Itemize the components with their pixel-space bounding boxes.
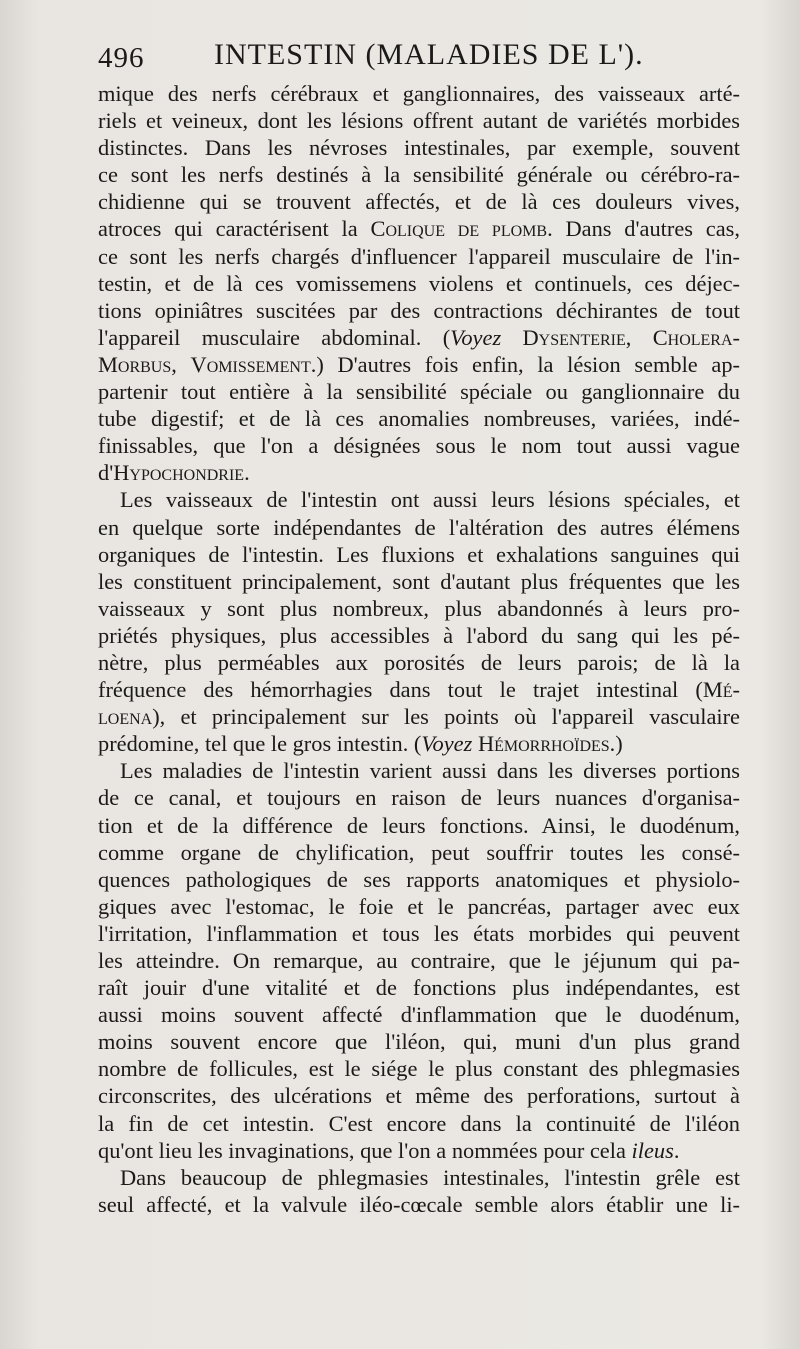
text-segment: Dans beaucoup de phlegmasies intestinales, l'intestin grêle est — [120, 1164, 740, 1190]
text-segment: Voyez — [450, 324, 502, 350]
text-segment: priétés physiques, plus accessibles à l'abord du sang qui les pé- — [98, 622, 740, 648]
text-segment: tion et de la différence de leurs fonctions. Ainsi, le duodénum, — [98, 812, 740, 838]
text-line — [98, 839, 740, 866]
text-line — [98, 893, 740, 920]
text-line — [98, 80, 740, 107]
text-line — [98, 1028, 740, 1055]
text-line — [98, 432, 740, 459]
text-segment: raît jouir d'une vitalité et de fonctions plus indépendantes, est — [98, 975, 740, 1001]
text-line — [98, 107, 740, 134]
text-segment: . — [673, 1137, 680, 1163]
text-line — [98, 947, 740, 974]
text-segment: ileus — [631, 1137, 674, 1163]
text-segment: partenir tout entière à la sensibilité spéciale ou ganglionnaire du — [98, 379, 740, 405]
text-segment: ), et principalement sur les points où l'appareil vasculaire — [152, 704, 740, 730]
text-line — [98, 784, 740, 811]
text-segment: Mé- — [702, 677, 740, 703]
text-line — [98, 649, 740, 676]
running-head: INTESTIN (MALADIES DE L'). — [214, 38, 644, 71]
text-segment: seul affecté, et la valvule iléo-cœcale semble alors établir une li- — [98, 1191, 740, 1217]
text-line — [98, 1082, 740, 1109]
text-segment: d' — [98, 460, 114, 486]
text-segment: aussi moins souvent affecté d'inflammation que le duodénum, — [98, 1002, 740, 1028]
text-segment: atroces qui caractérisent la — [98, 216, 371, 242]
text-line — [98, 622, 740, 649]
text-segment: , — [171, 351, 191, 377]
text-segment: l'irritation, l'inflammation et tous les états morbides qui peuvent — [98, 920, 740, 946]
text-segment: nètre, plus perméables aux porosités de leurs parois; de là la — [98, 649, 740, 675]
text-line — [98, 243, 740, 270]
text-segment: circonscrites, des ulcérations et même des perforations, surtout à — [98, 1083, 740, 1109]
text-line — [98, 1110, 740, 1137]
text-segment: Voyez — [421, 731, 473, 757]
text-segment: comme organe de chylification, peut souffrir toutes les consé- — [98, 839, 740, 865]
text-segment: Morbus — [98, 351, 172, 377]
text-segment: giques avec l'estomac, le foie et le pancréas, partager avec eux — [98, 893, 740, 919]
text-segment: loena — [98, 704, 153, 730]
text-segment: de ce canal, et toujours en raison de leurs nuances d'organisa- — [98, 785, 740, 811]
text-segment: Les maladies de l'intestin varient aussi dans les diverses portions — [120, 758, 740, 784]
text-line — [98, 351, 740, 378]
text-segment: moins souvent encore que l'iléon, qui, muni d'un plus grand — [98, 1029, 740, 1055]
text-line — [98, 703, 740, 730]
text-line — [98, 866, 740, 893]
body-text — [98, 80, 740, 1218]
text-segment: ce sont les nerfs chargés d'influencer l'appareil musculaire de l'in- — [98, 243, 740, 269]
text-segment: chidienne qui se trouvent affectés, et de là ces douleurs vives, — [98, 189, 740, 215]
text-line — [98, 676, 740, 703]
text-segment: quences pathologiques de ses rapports anatomiques et physiolo- — [98, 866, 740, 892]
text-line — [98, 459, 740, 486]
text-segment: , — [625, 324, 653, 350]
text-line — [98, 378, 740, 405]
text-segment: Cholera- — [652, 324, 740, 350]
text-segment: les constituent principalement, sont d'autant plus fréquentes que les — [98, 568, 740, 594]
text-segment: la fin de cet intestin. C'est encore dans la continuité de l'iléon — [98, 1110, 740, 1136]
text-line — [98, 161, 740, 188]
text-line — [98, 1001, 740, 1028]
text-segment: Hypochondrie — [113, 460, 245, 486]
text-line — [98, 1137, 740, 1164]
text-segment: distinctes. Dans les névroses intestinales, par exemple, souvent — [98, 135, 740, 161]
text-line — [98, 134, 740, 161]
text-segment: tions opiniâtres suscitées par des contractions déchirantes de tout — [98, 297, 740, 323]
text-line — [98, 568, 740, 595]
text-line — [98, 812, 740, 839]
text-segment: nombre de follicules, est le siége le plus constant des phlegmasies — [98, 1056, 740, 1082]
text-line — [98, 730, 740, 757]
text-segment: vaisseaux y sont plus nombreux, plus abandonnés à leurs pro- — [98, 595, 740, 621]
text-segment: tube digestif; et de là ces anomalies nombreuses, variées, indé- — [98, 406, 740, 432]
text-line — [98, 595, 740, 622]
text-segment: Colique de plomb — [370, 216, 548, 242]
text-line — [98, 974, 740, 1001]
text-segment: finissables, que l'on a désignées sous le nom tout aussi vague — [98, 433, 740, 459]
text-line — [98, 270, 740, 297]
text-line — [98, 1055, 740, 1082]
text-segment: Vomissement — [190, 351, 311, 377]
text-segment: riels et veineux, dont les lésions offrent autant de variétés morbides — [98, 108, 740, 134]
text-segment: Les vaisseaux de l'intestin ont aussi leurs lésions spéciales, et — [120, 487, 740, 513]
text-segment: organiques de l'intestin. Les fluxions et exhalations sanguines qui — [98, 541, 740, 567]
text-line — [98, 1191, 740, 1218]
text-segment: mique des nerfs cérébraux et ganglionnaires, des vaisseaux arté- — [98, 81, 740, 106]
text-line — [98, 486, 740, 513]
text-line — [98, 188, 740, 215]
text-segment: . — [244, 460, 250, 486]
text-line — [98, 1164, 740, 1191]
text-segment: . Dans d'autres cas, — [547, 216, 740, 242]
text-line — [98, 405, 740, 432]
text-segment: .) — [609, 731, 623, 757]
text-segment: fréquence des hémorrhagies dans tout le trajet intestinal ( — [98, 677, 703, 703]
text-segment: qu'ont lieu les invaginations, que l'on a nommées pour cela — [98, 1137, 632, 1163]
text-segment: l'appareil musculaire abdominal. ( — [98, 324, 451, 350]
text-segment: testin, et de là ces vomissemens violens et continuels, ces déjec- — [98, 270, 740, 296]
text-segment: les atteindre. On remarque, au contraire, que le jéjunum qui pa- — [98, 948, 740, 973]
text-line — [98, 297, 740, 324]
text-segment: Hémorrhoïdes — [477, 731, 610, 757]
text-line — [98, 514, 740, 541]
text-segment — [501, 325, 522, 350]
text-line — [98, 215, 740, 242]
page-header — [96, 38, 726, 82]
text-line — [98, 920, 740, 947]
text-line — [98, 541, 740, 568]
text-line — [98, 324, 740, 351]
text-segment: .) D'autres fois enfin, la lésion semble ap- — [310, 351, 741, 377]
text-segment: Dysenterie — [522, 324, 626, 350]
page-number: 496 — [98, 42, 145, 74]
text-segment: prédomine, tel que le gros intestin. ( — [98, 731, 422, 757]
text-segment: ce sont les nerfs destinés à la sensibilité générale ou cérébro-ra- — [98, 162, 740, 188]
text-line — [98, 757, 740, 784]
text-segment: en quelque sorte indépendantes de l'altération des autres élémens — [98, 514, 740, 540]
